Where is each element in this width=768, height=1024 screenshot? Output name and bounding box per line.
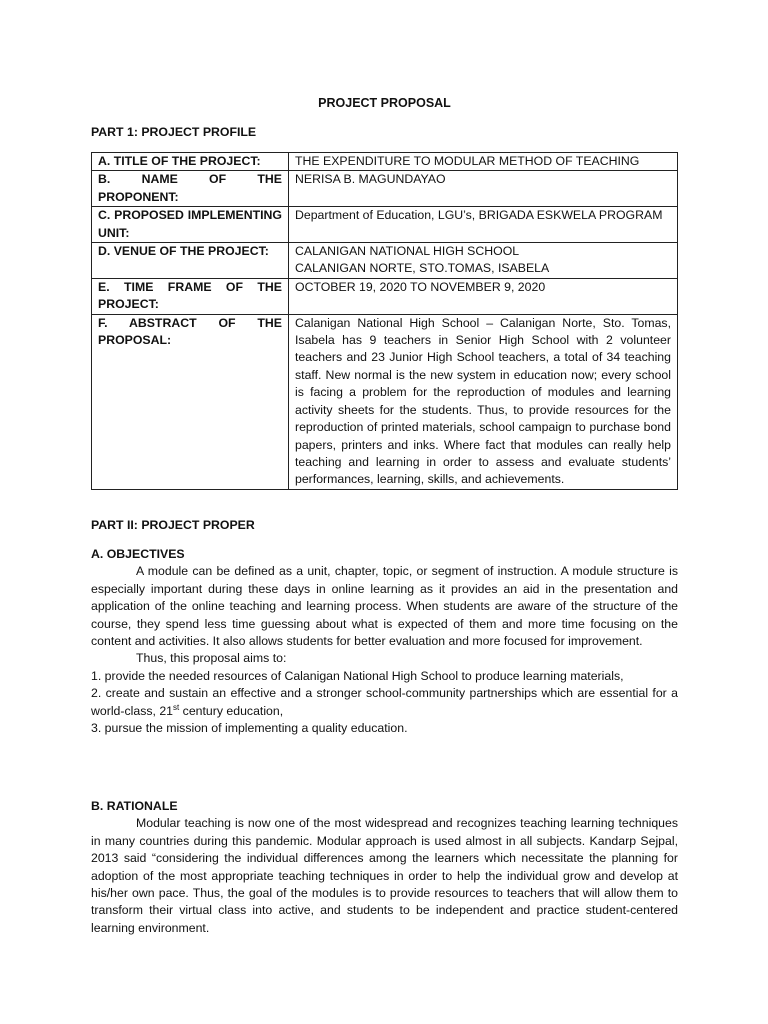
aim-2-text-end: century education, [179, 703, 284, 718]
objectives-section [91, 546, 678, 737]
table-row [92, 153, 678, 171]
venue-value [289, 243, 678, 279]
rationale-section [91, 798, 678, 937]
unit-value: Department of Education, LGU’s, BRIGADA ESKWELA PROGRAM [289, 207, 678, 243]
abstract-value: Calanigan National High School – Calanigan Norte, Sto. Tomas, Isabela has 9 teachers in Senior High School with 2 volunteer teachers and 23 Junior High School teachers, a total of 34 teaching staff. New normal is the new system in education now; every school is facing a problem for the reproduction of modules and learning activity sheets for the students. Thus, to provide resources for the reproduction of printed materials, school campaign to purchase bond papers, printers and inks. Where fact that modules can really help teaching and learning in order to assess and evaluate students’ performances, learning, skills, and achievements. [289, 314, 678, 489]
unit-label: C. PROPOSED IMPLEMENTING UNIT: [92, 207, 289, 243]
time-frame-value: OCTOBER 19, 2020 TO NOVEMBER 9, 2020 [289, 278, 678, 314]
aim-item-3: 3. pursue the mission of implementing a quality education. [91, 721, 408, 736]
aim-2-superscript: st [173, 702, 180, 712]
table-row [92, 171, 678, 207]
proponent-label: B. NAME OF THE PROPONENT: [92, 171, 289, 207]
title-value: THE EXPENDITURE TO MODULAR METHOD OF TEACHING [289, 153, 678, 171]
objectives-heading: A. OBJECTIVES [91, 547, 185, 561]
venue-line-2: CALANIGAN NORTE, STO.TOMAS, ISABELA [295, 261, 550, 276]
table-row [92, 278, 678, 314]
rationale-heading: B. RATIONALE [91, 799, 178, 813]
table-row [92, 243, 678, 279]
time-frame-label: E. TIME FRAME OF THE PROJECT: [92, 278, 289, 314]
project-profile-table [91, 152, 678, 490]
table-row [92, 207, 678, 243]
aims-intro: Thus, this proposal aims to: [136, 651, 287, 666]
aim-item-2 [91, 685, 678, 720]
abstract-label: F. ABSTRACT OF THE PROPOSAL: [92, 314, 289, 489]
objectives-paragraph: A module can be defined as a unit, chapter, topic, or segment of instruction. A module structure is especially important during these days in online learning as it provides an aid in the presentation and application of the online teaching and learning process. When students are aware of the structure of the course, they spend less time guessing about what is expected of them and more time focusing on the content and activities. It also allows students for better evaluation and more focused for improvement. [91, 564, 678, 649]
aim-item-1: 1. provide the needed resources of Calanigan National High School to produce learning materials, [91, 668, 624, 683]
rationale-paragraph: Modular teaching is now one of the most widespread and recognizes teaching learning techniques in many countries during this pandemic. Modular approach is used almost in all subjects. Kandarp Sejpal, 2013 said “considering the individual differences among the learners which necessitate the planning for adoption of the most appropriate teaching techniques in order to help the individual grow and develop at his/her own pace. Thus, the goal of the modules is to provide resources to teachers that will allow them to transform their virtual class into active, and students to be independent and practice student-centered learning environment. [91, 816, 678, 935]
proponent-value: NERISA B. MAGUNDAYAO [289, 171, 678, 207]
part1-heading: PART 1: PROJECT PROFILE [91, 125, 257, 139]
title-label: A. TITLE OF THE PROJECT: [92, 153, 289, 171]
venue-label: D. VENUE OF THE PROJECT: [92, 243, 289, 279]
table-row [92, 314, 678, 489]
venue-line-1: CALANIGAN NATIONAL HIGH SCHOOL [295, 244, 520, 259]
aim-2-text: 2. create and sustain an effective and a stronger school-community partnerships which are essential for a world-class, 21 [91, 686, 678, 718]
document-title: PROJECT PROPOSAL [318, 96, 451, 110]
part2-heading: PART II: PROJECT PROPER [91, 518, 255, 532]
